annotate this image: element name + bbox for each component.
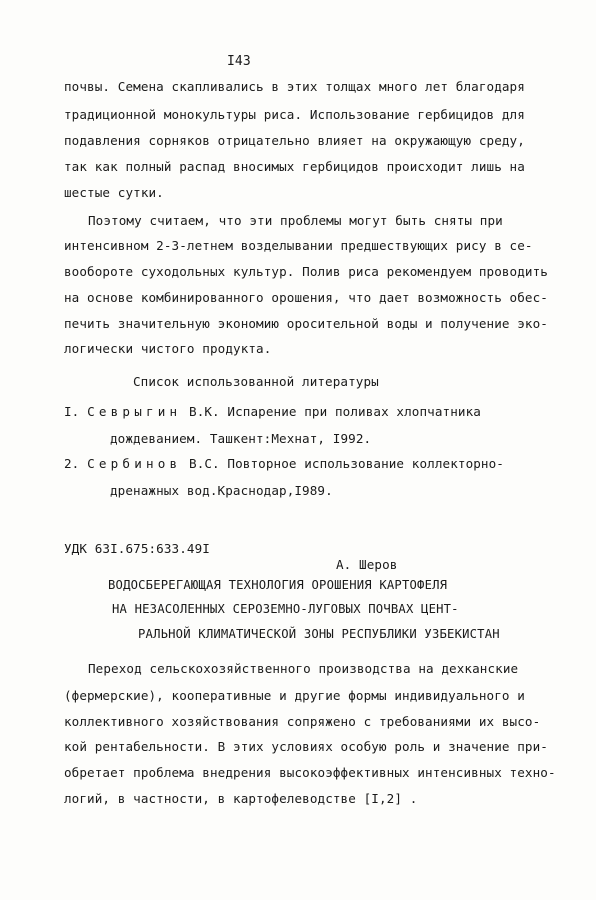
title-line: НА НЕЗАСОЛЕННЫХ СЕРОЗЕМНО-ЛУГОВЫХ ПОЧВАХ ЦЕНТ- [112,602,459,616]
text-line: подавления сорняков отрицательно влияет на окружающую среду, [64,133,525,148]
text-line: Поэтому считаем, что эти проблемы могут быть сняты при [88,213,503,228]
text-line: Переход сельскохозяйственного производства на дехканские [88,661,519,676]
text-line: логий, в частности, в картофелеводстве [I,2] . [64,791,418,806]
reference-text: В.С. Повторное использование коллекторно- [189,456,504,471]
text-line: шестые сутки. [64,185,164,200]
reference-author: Севрыгин [87,404,182,419]
reference-number: 2. [64,456,80,471]
title-line: ВОДОСБЕРЕГАЮЩАЯ ТЕХНОЛОГИЯ ОРОШЕНИЯ КАРТОФЕЛЯ [108,578,448,592]
text-line: кой рентабельности. В этих условиях особую роль и значение при- [64,739,548,754]
text-line: интенсивном 2-3-летнем возделывании предшествующих рису в се- [64,238,533,253]
reference-continuation: дренажных вод.Краснодар,I989. [110,483,333,498]
text-line: коллективного хозяйствования сопряжено с требованиями их высо- [64,714,541,729]
text-line: печить значительную экономию оросительной воды и получение эко- [64,316,548,331]
text-line: (фермерские), кооперативные и другие формы индивидуального и [64,688,525,703]
article-author: А. Шеров [336,557,398,572]
reference-item-2 [64,456,504,471]
references-title: Список использованной литературы [133,374,379,389]
text-line: почвы. Семена скапливались в этих толщах много лет благодаря [64,79,525,94]
text-line: вообороте суходольных культур. Полив риса рекомендуем проводить [64,264,548,279]
reference-author: Сербинов [87,456,182,471]
reference-text: В.К. Испарение при поливах хлопчатника [189,404,481,419]
reference-continuation: дождеванием. Ташкент:Мехнат, I992. [110,431,372,446]
text-line: так как полный распад вносимых гербицидов происходит лишь на [64,159,525,174]
page-number: I43 [227,54,251,69]
title-line: РАЛЬНОЙ КЛИМАТИЧЕСКОЙ ЗОНЫ РЕСПУБЛИКИ УЗБЕКИСТАН [138,627,500,641]
text-line: обретает проблема внедрения высокоэффективных интенсивных техно- [64,765,556,780]
text-line: логически чистого продукта. [64,341,272,356]
text-line: на основе комбинированного орошения, что дает возможность обес- [64,290,548,305]
reference-number: I. [64,404,80,419]
udk-code: УДК 63I.675:633.49I [64,541,210,556]
text-line: традиционной монокультуры риса. Использование гербицидов для [64,107,525,122]
reference-item-1 [64,404,481,419]
